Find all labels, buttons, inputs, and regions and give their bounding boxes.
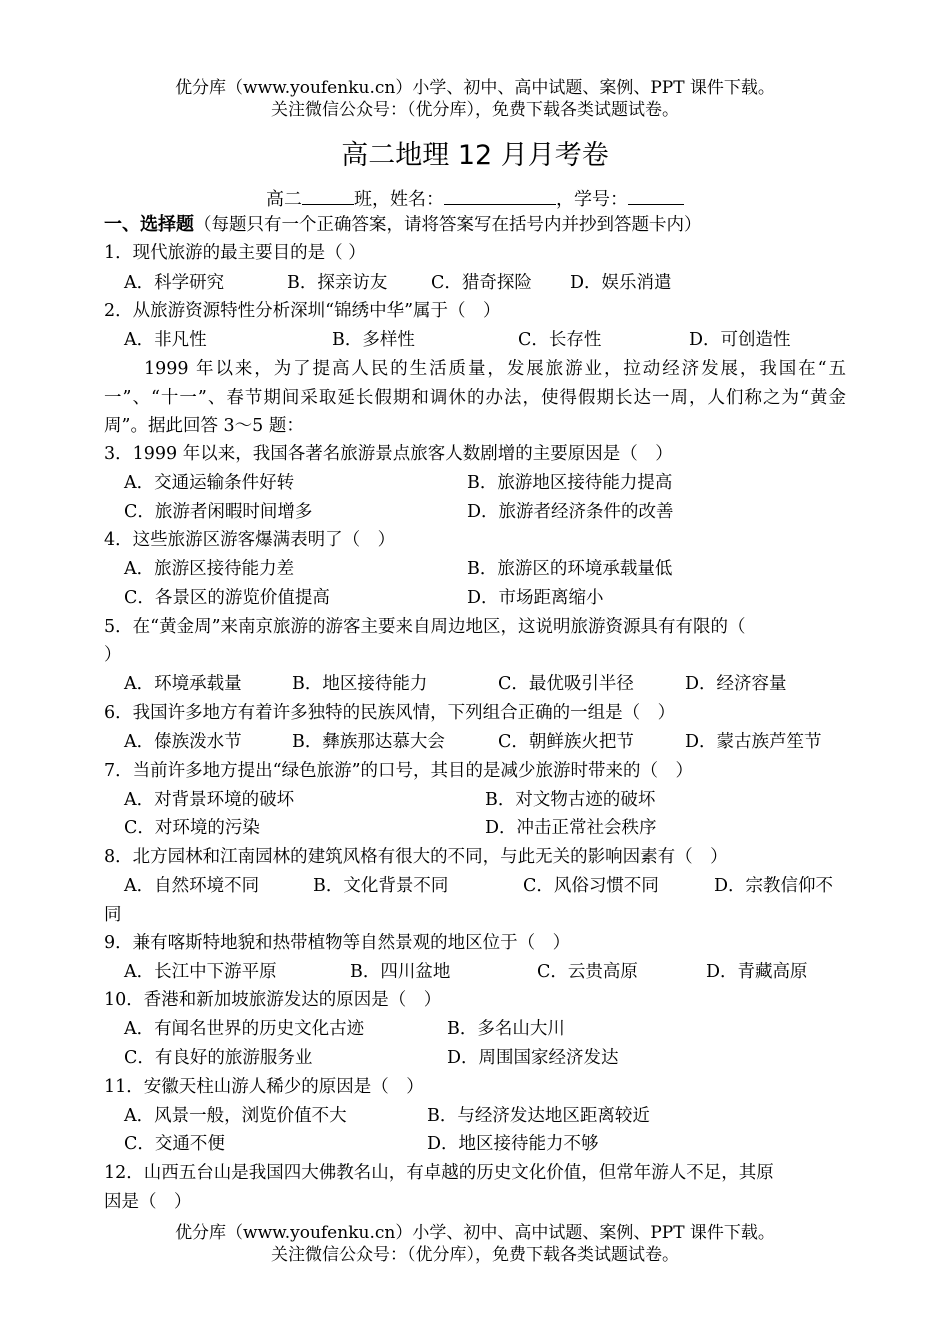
question-1-option-c: C．猎奇探险 (431, 273, 532, 293)
id-blank (628, 186, 684, 205)
question-9-option-b: B．四川盆地 (350, 962, 451, 982)
footer-line-2: 关注微信公众号：（优分库），免费下载各类试题试卷。 (271, 1245, 679, 1265)
question-6-option-d: D．蒙古族芦笙节 (685, 732, 822, 752)
question-4-option-d: D．市场距离缩小 (467, 588, 604, 608)
question-3-option-b: B．旅游地区接待能力提高 (467, 473, 673, 493)
question-12-stem-continued: 因是（ ） (104, 1192, 192, 1212)
question-11-stem: 11．安徽天柱山游人稀少的原因是（ ） (104, 1077, 424, 1097)
header-line-1: 优分库（www.youfenku.cn）小学、初中、高中试题、案例、PPT 课件下载。 (175, 78, 775, 98)
question-8-option-d-continued: 同 (104, 905, 122, 925)
question-5-stem-continued: ） (104, 645, 122, 665)
question-6-stem: 6．我国许多地方有着许多独特的民族风情，下列组合正确的一组是（ ） (104, 703, 676, 723)
question-2-stem: 2．从旅游资源特性分析深圳“锦绣中华”属于（ ） (104, 301, 501, 321)
question-7-option-d: D．冲击正常社会秩序 (485, 818, 657, 838)
question-8-option-b: B．文化背景不同 (313, 876, 449, 896)
question-8-option-c: C．风俗习惯不同 (523, 876, 659, 896)
reading-passage: 1999 年以来，为了提高人民的生活质量，发展旅游业，拉动经济发展，我国在“五一”、“十一”、春节期间采取延长假期和调休的办法，使得假期长达一周，人们称之为“黄金周”。据此回答 3～5 题： (104, 359, 846, 436)
question-1-option-d: D．娱乐消遣 (570, 273, 672, 293)
question-11-option-b: B．与经济发达地区距离较近 (427, 1106, 650, 1126)
question-3-stem: 3．1999 年以来，我国各著名旅游景点旅客人数剧增的主要原因是（ ） (104, 444, 673, 464)
question-4-option-c: C．各景区的游览价值提高 (124, 588, 330, 608)
question-10-option-b: B．多名山大川 (447, 1019, 565, 1039)
question-8-stem: 8．北方园林和江南园林的建筑风格有很大的不同，与此无关的影响因素有（ ） (104, 847, 728, 867)
question-10-stem: 10．香港和新加坡旅游发达的原因是（ ） (104, 990, 442, 1010)
student-info-line (0, 186, 950, 212)
question-7-option-b: B．对文物古迹的破坏 (485, 790, 656, 810)
question-1-option-b: B．探亲访友 (287, 273, 388, 293)
question-10-option-c: C．有良好的旅游服务业 (124, 1048, 313, 1068)
class-blank (302, 186, 354, 205)
question-2-option-c: C．长存性 (518, 330, 602, 350)
question-6-option-a: A．傣族泼水节 (124, 732, 242, 752)
section-heading (104, 212, 702, 238)
question-8-option-a: A．自然环境不同 (124, 876, 260, 896)
question-3-option-d: D．旅游者经济条件的改善 (467, 502, 674, 522)
question-1-stem: 1．现代旅游的最主要目的是（ ） (104, 243, 366, 263)
question-5-option-b: B．地区接待能力 (292, 674, 428, 694)
grade-label: 高二 (266, 189, 302, 210)
student-id-label: ，学号： (556, 189, 628, 210)
question-7-option-a: A．对背景环境的破坏 (124, 790, 295, 810)
question-5-option-d: D．经济容量 (685, 674, 787, 694)
class-name-label: 班，姓名： (354, 189, 444, 210)
question-9-option-a: A．长江中下游平原 (124, 962, 277, 982)
question-5-stem: 5．在“黄金周”来南京旅游的游客主要来自周边地区，这说明旅游资源具有有限的（ (104, 617, 746, 637)
question-3-option-a: A．交通运输条件好转 (124, 473, 295, 493)
question-3-option-c: C．旅游者闲暇时间增多 (124, 502, 313, 522)
question-7-option-c: C．对环境的污染 (124, 818, 260, 838)
question-9-option-c: C．云贵高原 (537, 962, 638, 982)
question-1-option-a: A．科学研究 (124, 273, 225, 293)
question-11-option-d: D．地区接待能力不够 (427, 1134, 599, 1154)
question-8-option-d: D．宗教信仰不 (714, 876, 834, 896)
question-4-option-b: B．旅游区的环境承载量低 (467, 559, 673, 579)
question-12-stem: 12．山西五台山是我国四大佛教名山，有卓越的历史文化价值，但常年游人不足，其原 (104, 1163, 774, 1183)
question-7-stem: 7．当前许多地方提出“绿色旅游”的口号，其目的是减少旅游时带来的（ ） (104, 761, 694, 781)
header-line-2: 关注微信公众号：（优分库），免费下载各类试题试卷。 (271, 100, 679, 120)
section-instructions: （每题只有一个正确答案，请将答案写在括号内并抄到答题卡内） (194, 215, 702, 235)
question-10-option-a: A．有闻名世界的历史文化古迹 (124, 1019, 365, 1039)
page-title: 高二地理 12 月月考卷 (341, 140, 609, 171)
question-5-option-a: A．环境承载量 (124, 674, 242, 694)
name-blank (444, 186, 556, 205)
question-4-option-a: A．旅游区接待能力差 (124, 559, 295, 579)
question-2-option-d: D．可创造性 (689, 330, 791, 350)
question-11-option-a: A．风景一般，浏览价值不大 (124, 1106, 347, 1126)
question-5-option-c: C．最优吸引半径 (498, 674, 634, 694)
question-10-option-d: D．周围国家经济发达 (447, 1048, 619, 1068)
question-6-option-c: C．朝鲜族火把节 (498, 732, 634, 752)
section-title: 一、选择题 (104, 214, 194, 235)
question-6-option-b: B．彝族那达慕大会 (292, 732, 445, 752)
question-9-option-d: D．青藏高原 (706, 962, 808, 982)
question-2-option-b: B．多样性 (332, 330, 415, 350)
question-4-stem: 4．这些旅游区游客爆满表明了（ ） (104, 530, 396, 550)
question-11-option-c: C．交通不便 (124, 1134, 225, 1154)
question-9-stem: 9．兼有喀斯特地貌和热带植物等自然景观的地区位于（ ） (104, 933, 571, 953)
question-2-option-a: A．非凡性 (124, 330, 207, 350)
footer-line-1: 优分库（www.youfenku.cn）小学、初中、高中试题、案例、PPT 课件下载。 (175, 1223, 775, 1243)
